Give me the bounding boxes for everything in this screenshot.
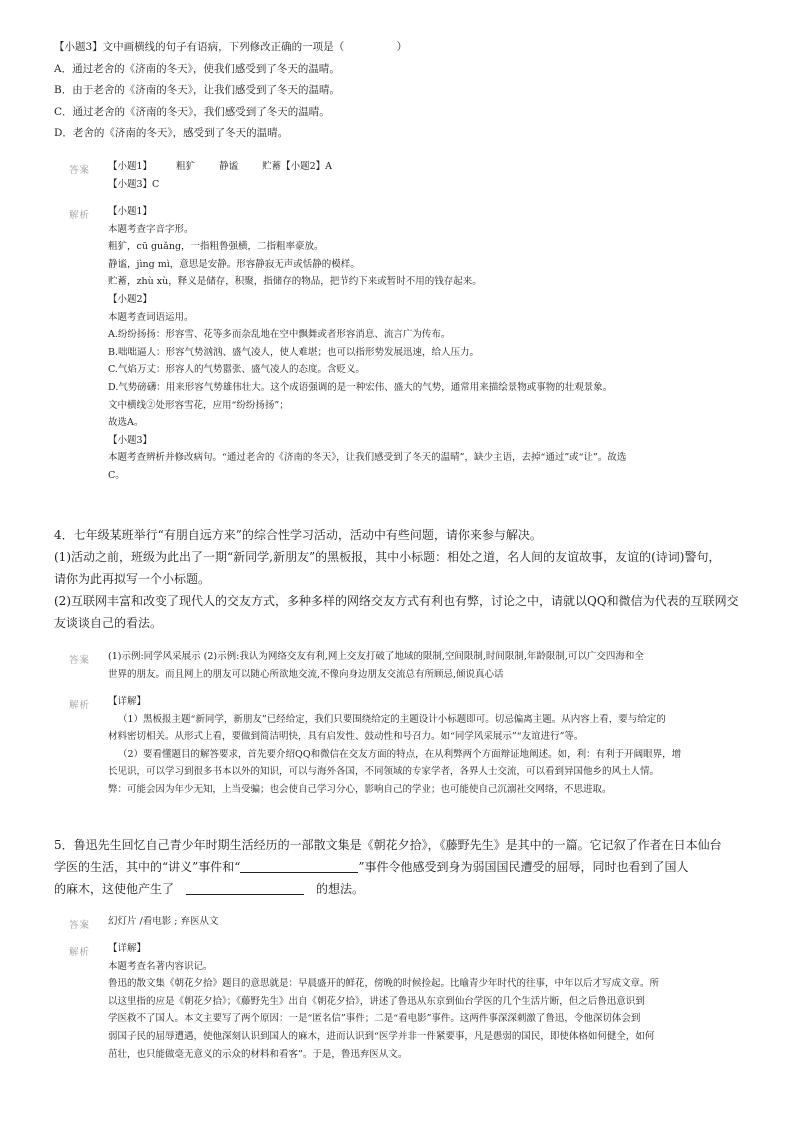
answer-line: 幻灯片 /看电影 ; 弃医从文 — [108, 916, 219, 927]
analysis-line: 文中横线②处形容雪花，应用“纷纷扬扬”； — [108, 399, 289, 411]
q3-stem: 【小题3】文中画横线的句子有语病，下列修改正确的一项是（ ） — [54, 41, 408, 53]
answer-word-2: 静谧 — [219, 161, 239, 172]
answer-part1-label: 【小题1】 — [108, 161, 153, 172]
analysis-line: A.纷纷扬扬：形容雪、花等多而杂乱地在空中飘舞或者形容消息、流言广为传布。 — [108, 329, 451, 341]
answer-word-3: 贮蓄 — [262, 161, 282, 172]
analysis-line: 材料密切相关。从形式上看，要做到简洁明快，具有启发性、鼓动性和号召力。如“同学风采展示”“友谊进行”等。 — [108, 731, 584, 743]
analysis-line: 【小题1】 — [108, 206, 153, 217]
answer-part2: 【小题2】A — [281, 161, 332, 172]
analysis-line: （1）黑板报主题“新同学，新朋友”已经给定，我们只要围绕给定的主题设计小标题即可。切忌偏离主题。从内容上看，要与给定的 — [118, 713, 666, 725]
q5-line3-text-b: 的想法。 — [316, 882, 365, 896]
q3-option-a: A．通过老舍的《济南的冬天》，使我们感受到了冬天的温晴。 — [54, 63, 340, 75]
answer-label: 答案 — [69, 920, 91, 931]
q3-option-d: D．老舍的《济南的冬天》，感受到了冬天的温晴。 — [54, 127, 289, 139]
answer-line: (1)示例:同学风采展示 (2)示例:我认为网络交友有利,网上交友打破了地域的限制,空间限制,时间限制,年龄限制,可以广交四海和全 — [108, 651, 644, 662]
answer-part3: 【小题3】C — [108, 178, 160, 190]
answer-word-1: 粗犷 — [176, 161, 196, 172]
answer-line: 世界的朋友。而且网上的朋友可以随心所欲地交流,不像向身边朋友交流总有所顾忌,倾说真心话 — [108, 668, 504, 680]
analysis-line: B.咄咄逼人：形容气势汹汹、盛气凌人，使人难堪；也可以指形势发展迅速，给人压力。 — [108, 346, 480, 358]
analysis-label: 解析 — [69, 210, 91, 221]
answer-label: 答案 — [69, 655, 91, 666]
analysis-label: 解析 — [69, 700, 91, 711]
q4-sub2-cont: 友谈谈自己的看法。 — [54, 616, 163, 630]
analysis-line: 本题考查词语运用。 — [108, 311, 194, 323]
q5-line1: 5．鲁迅先生回忆自己青少年时期生活经历的一部散文集是《朝花夕拾》，《藤野先生》是其中的一篇。它记叙了作者在日本仙台 — [54, 838, 722, 852]
analysis-line: 本题考查名著内容识记。 — [108, 960, 213, 972]
analysis-line: 【详解】 — [108, 943, 147, 954]
block2-answer — [108, 648, 738, 683]
analysis-line: 【详解】 — [108, 696, 147, 707]
q4-sub1: (1)活动之前，班级为此出了一期“新同学,新朋友”的黑板报，其中小标题：相处之道，名人间的友谊故事，友谊的(诗词)警句， — [54, 550, 721, 564]
analysis-line: 学医救不了国人。本文主要写了两个原因：一是“匿名信”事件；二是“看电影”事件。这两件事深深刺激了鲁迅，令他深切体会到 — [108, 1013, 641, 1025]
analysis-line: 贮蓄，zhù xù，释义是储存，积聚，指储存的物品，把节约下来或暂时不用的钱存起来。 — [108, 276, 482, 288]
analysis-line: 本题考查字音字形。 — [108, 223, 194, 235]
block1-analysis — [108, 203, 738, 485]
q3-option-b: B．由于老舍的《济南的冬天》，让我们感受到了冬天的温晴。 — [54, 84, 340, 96]
analysis-line: 以这里指的应是《朝花夕拾》；《藤野先生》出自《朝花夕拾》，讲述了鲁迅从东京到仙台学医的几个生活片断，但之后鲁迅意识到 — [108, 995, 645, 1007]
analysis-label: 解析 — [69, 947, 91, 958]
q4-sub2: (2)互联网丰富和改变了现代人的交友方式，多种多样的网络交友方式有利也有弊，讨论之中，请就以QQ和微信为代表的互联网交 — [54, 594, 739, 608]
analysis-line: 弱国子民的屈辱遭遇，使他深刻认识到国人的麻木，进而认识到“医学并非一件紧要事，凡是愚弱的国民，即使体格如何健全，如何 — [108, 1030, 655, 1042]
q5-line2-text-a: 学医的生活，其中的“讲义”事件和“ — [54, 860, 241, 874]
q4-stem: 4．七年级某班举行“有朋自远方来”的综合性学习活动，活动中有些问题，请你来参与解决。 — [54, 528, 542, 542]
block3-analysis — [108, 940, 738, 1063]
q4-sub1-cont: 请你为此再拟写一个小标题。 — [54, 572, 211, 586]
fill-blank-2[interactable] — [186, 881, 304, 895]
q5-line3-text-a: 的麻木，这使他产生了 — [54, 882, 175, 896]
analysis-line: 静谧，jìng mì，意思是安静。形容静寂无声或恬静的模样。 — [108, 258, 360, 270]
analysis-line: 本题考查辨析并修改病句。“通过老舍的《济南的冬天》，让我们感受到了冬天的温晴”，缺少主语，去掉“通过”或“让”。故选 — [108, 452, 627, 464]
q5-line2 — [54, 856, 744, 879]
analysis-line: 弊：可能会因为年少无知，上当受骗；也会使自己学习分心，影响自己的学业；也可能使自己沉溺社交网络，不思进取。 — [108, 783, 612, 795]
analysis-line: C。 — [108, 469, 125, 481]
analysis-line: 【小题3】 — [108, 434, 153, 446]
block3-answer — [108, 913, 738, 931]
analysis-line: 长见识，可以学习到很多书本以外的知识，可以与海外各国，不同领域的专家学者，各界人士交流，可以看到异国他乡的风土人情。 — [108, 766, 660, 778]
analysis-line: 鲁迅的散文集《朝花夕拾》题目的意思就是：早晨盛开的鲜花，傍晚的时候捡起。比喻青少年时代的往事，中年以后才写成文章。所 — [108, 978, 660, 990]
fill-blank-1[interactable] — [240, 859, 358, 873]
analysis-line: （2）要看懂题目的解答要求，首先要介绍QQ和微信在交友方面的特点，在从利弊两个方面辩证地阐述。如，利：有利于开阔眼界，增 — [118, 748, 682, 760]
analysis-line: 故选A。 — [108, 417, 144, 429]
block1-answer — [108, 158, 738, 193]
q3-option-c: C．通过老舍的《济南的冬天》，我们感受到了冬天的温晴。 — [54, 106, 330, 118]
analysis-line: 粗犷，cū guǎng，一指粗鲁强横，二指粗率豪放。 — [108, 241, 324, 253]
analysis-line: 茁壮，也只能做毫无意义的示众的材料和看客”。于是，鲁迅弃医从文。 — [108, 1048, 408, 1060]
q5-line2-text-b: ”事件令他感受到身为弱国国民遭受的屈辱，同时也看到了国人 — [358, 860, 689, 874]
q5-line3 — [54, 878, 744, 901]
analysis-line: 【小题2】 — [108, 293, 153, 305]
answer-label: 答案 — [69, 165, 91, 176]
analysis-line: D.气势磅礴：用来形容气势雄伟壮大。这个成语强调的是一种宏伟、盛大的气势，通常用来描绘景物或事物的壮观景象。 — [108, 381, 613, 393]
analysis-line: C.气焰万丈：形容人的气势嚣张、盛气凌人的态度。含贬义。 — [108, 364, 365, 376]
block2-analysis — [108, 693, 738, 799]
